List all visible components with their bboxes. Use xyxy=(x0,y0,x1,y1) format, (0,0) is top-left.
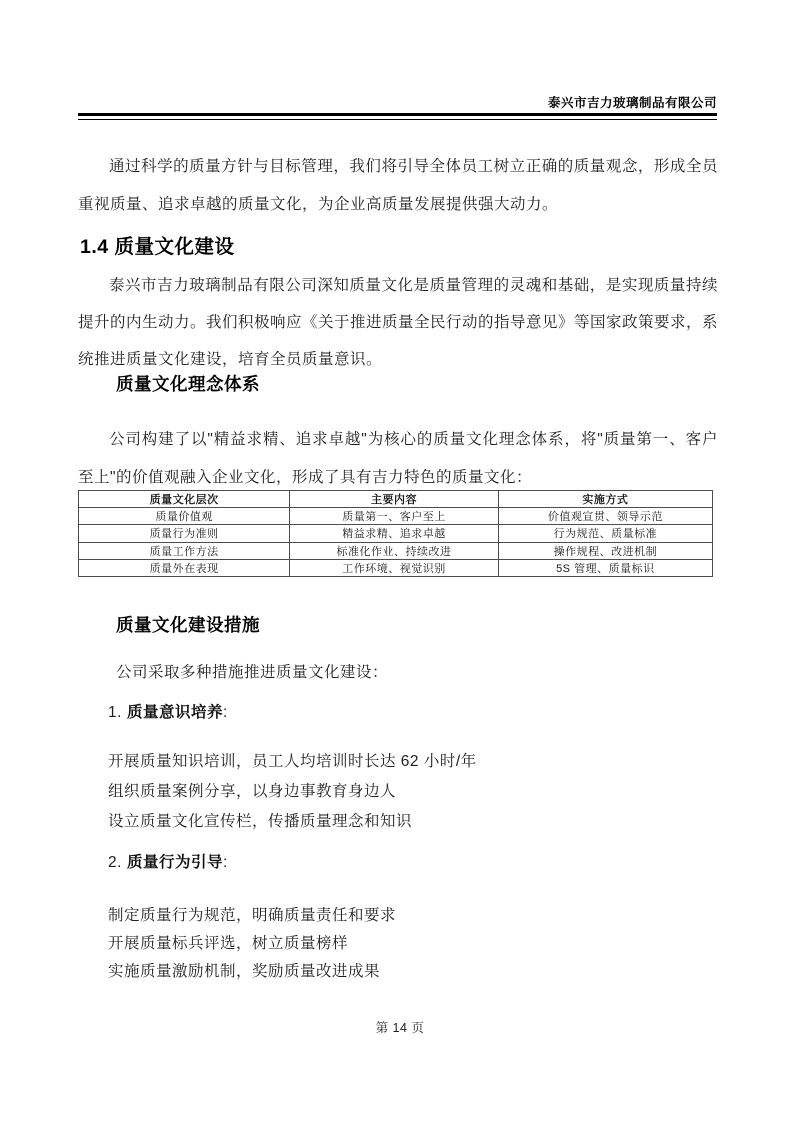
list2-title: 质量行为引导 xyxy=(126,854,223,871)
list-item: 组织质量案例分享，以身边事教育身边人 xyxy=(108,783,397,800)
table-header-cell: 实施方式 xyxy=(498,491,712,508)
table-cell: 行为规范、质量标准 xyxy=(498,525,712,542)
table-row xyxy=(79,525,713,542)
table-cell: 工作环境、视觉识别 xyxy=(290,559,498,576)
list-item: 设立质量文化宣传栏，传播质量理念和知识 xyxy=(108,813,413,830)
list1-colon: : xyxy=(222,704,228,721)
section-heading: 1.4 质量文化建设 xyxy=(80,236,235,258)
list1-heading xyxy=(108,702,228,724)
list2-number: 2. xyxy=(108,854,122,871)
table-header-row xyxy=(79,491,713,508)
list1-title: 质量意识培养 xyxy=(126,704,223,721)
table-header-cell: 主要内容 xyxy=(290,491,498,508)
table-cell: 质量工作方法 xyxy=(79,542,290,559)
table-header-cell: 质量文化层次 xyxy=(79,491,290,508)
list2-colon: : xyxy=(222,854,228,871)
table-cell: 质量外在表现 xyxy=(79,559,290,576)
list2-heading xyxy=(108,852,228,874)
subheading-measures: 质量文化建设措施 xyxy=(116,615,260,635)
list-item: 制定质量行为规范，明确质量责任和要求 xyxy=(108,907,397,924)
culture-table xyxy=(78,490,713,577)
list1-items xyxy=(108,747,718,837)
header-rule-thick xyxy=(78,113,717,116)
table-cell: 质量价值观 xyxy=(79,508,290,525)
table-cell: 标准化作业、持续改进 xyxy=(290,542,498,559)
table-row xyxy=(79,559,713,576)
list1-number: 1. xyxy=(108,704,122,721)
list-item: 开展质量标兵评选，树立质量榜样 xyxy=(108,935,349,952)
paragraph-concept-intro: 公司构建了以"精益求精、追求卓越"为核心的质量文化理念体系，将"质量第一、客户至上"的价值观融入企业文化，形成了具有吉力特色的质量文化： xyxy=(78,431,718,486)
list-item: 开展质量知识培训，员工人均培训时长达 62 小时/年 xyxy=(108,753,477,770)
paragraph-measures-intro: 公司采取多种措施推进质量文化建设： xyxy=(115,664,388,681)
list2-items xyxy=(108,902,718,986)
paragraph-culture-basis: 泰兴市吉力玻璃制品有限公司深知质量文化是质量管理的灵魂和基础，是实现质量持续提升的内生动力。我们积极响应《关于推进质量全民行动的指导意见》等国家政策要求，系统推进质量文化建设，培育全员质量意识。 xyxy=(78,277,719,368)
header-rule-thin xyxy=(78,119,717,120)
subheading-concept-system: 质量文化理念体系 xyxy=(116,374,260,394)
table-cell: 质量行为准则 xyxy=(79,525,290,542)
page-number: 第 14 页 xyxy=(375,1021,425,1035)
table-cell: 质量第一、客户至上 xyxy=(290,508,498,525)
header-company-name: 泰兴市吉力玻璃制品有限公司 xyxy=(547,96,717,110)
paragraph-intro: 通过科学的质量方针与目标管理，我们将引导全体员工树立正确的质量观念，形成全员重视质量、追求卓越的质量文化，为企业高质量发展提供强大动力。 xyxy=(78,158,718,213)
table-row xyxy=(79,508,713,525)
table-cell: 5S 管理、质量标识 xyxy=(498,559,712,576)
table-cell: 操作规程、改进机制 xyxy=(498,542,712,559)
table-cell: 精益求精、追求卓越 xyxy=(290,525,498,542)
table-cell: 价值观宣贯、领导示范 xyxy=(498,508,712,525)
table-row xyxy=(79,542,713,559)
list-item: 实施质量激励机制，奖励质量改进成果 xyxy=(108,963,381,980)
